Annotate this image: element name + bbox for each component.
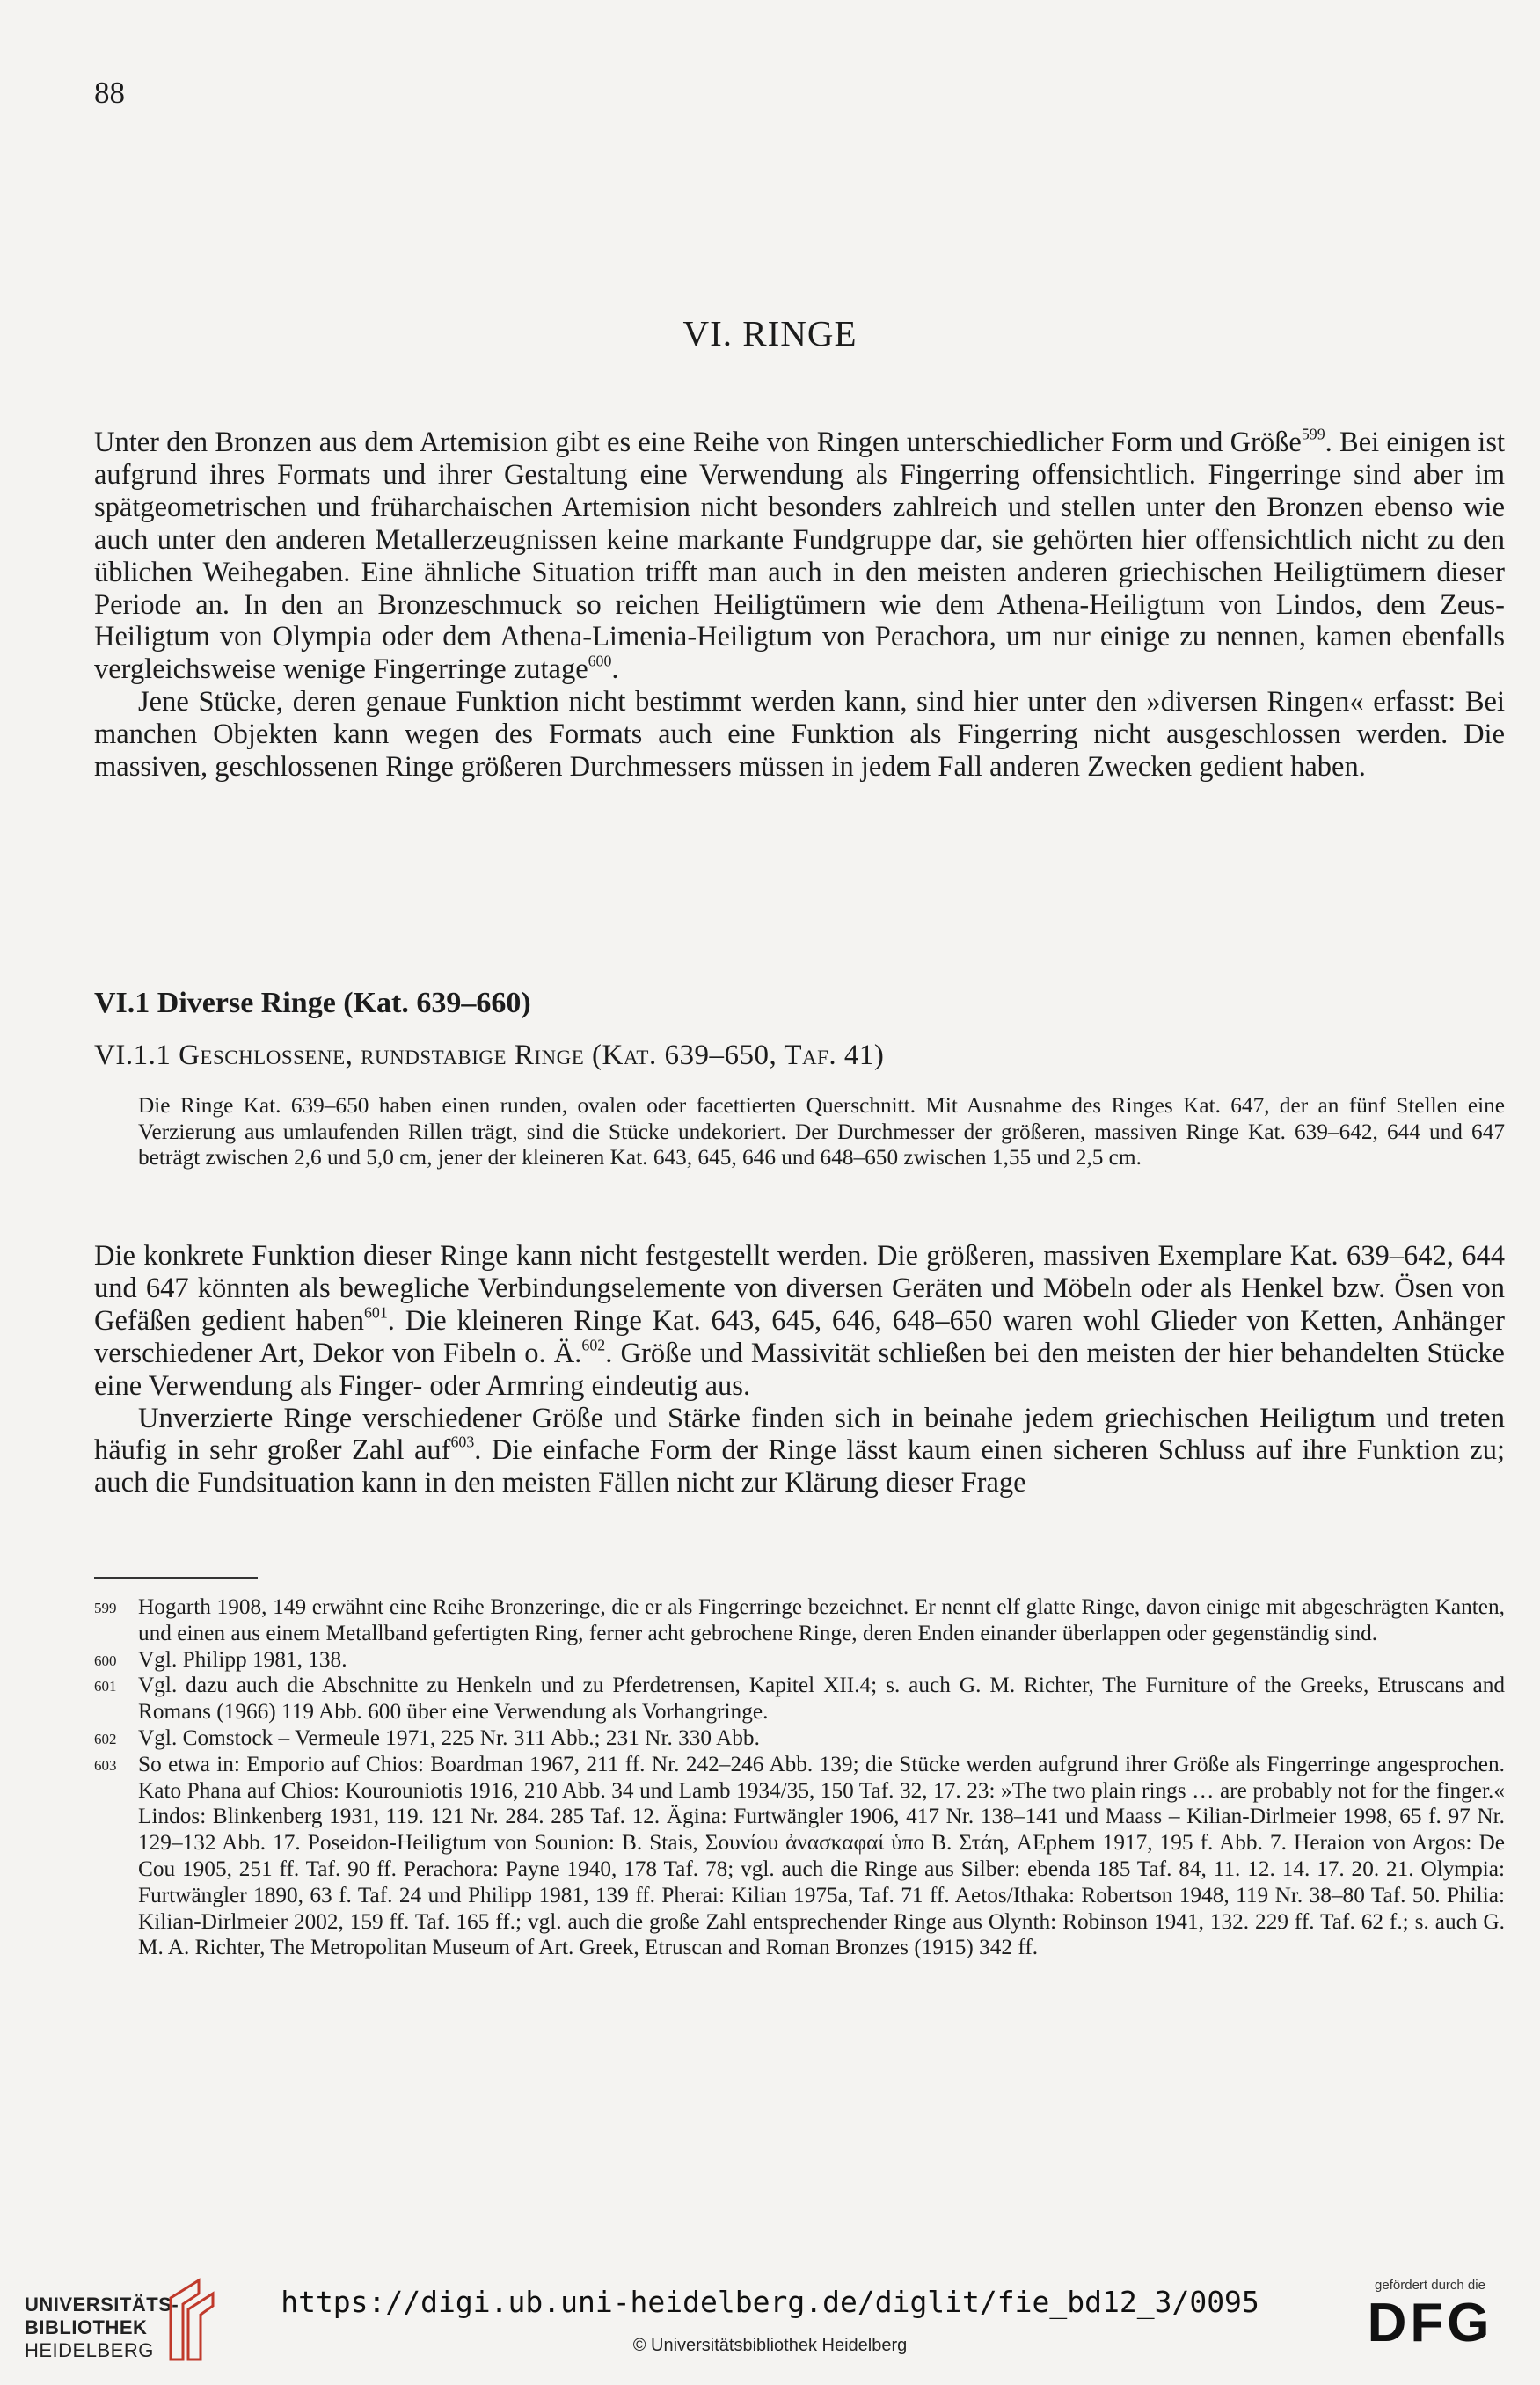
copyright-notice: © Universitätsbibliothek Heidelberg [632, 2336, 908, 2355]
catalogue-note: Die Ringe Kat. 639–650 haben einen runden, ovalen oder facettierten Querschnitt. Mit Ausnahme des Ringes Kat. 647, der an fünf Stellen eine Verzierung aus umlaufenden Rillen trägt, sind die Stücke undekoriert. Der Durchmesser der größeren, massiven Ringe Kat. 639–642, 644 und 647 beträgt zwischen 2,6 und 5,0 cm, jener der kleineren Kat. 643, 645, 646 und 648–650 zwischen 1,55 und 2,5 cm. [138, 1093, 1505, 1171]
intro-text [94, 427, 1505, 784]
footer [0, 2258, 1540, 2385]
section-heading: VI.1 Diverse Ringe (Kat. 639–660) [94, 987, 531, 1019]
footnote-divider [94, 1577, 258, 1579]
intro-paragraph-1: Unter den Bronzen aus dem Artemision gibt es eine Reihe von Ringen unterschiedlicher Form und Größe$^{599}$. Bei einigen ist aufgrund ihres Formats und ihrer Gestaltung eine Verwendung als Fingerring offensichtlich. Fingerringe sind aber im spätgeometrischen und früharchaischen Artemision nicht besonders zahlreich und stellen unter den Bronzen ebenso wie auch unter den anderen Metallerzeugnissen keine markante Fundgruppe dar, sie gehörten hier offensichtlich nicht zu den üblichen Weihegaben. Eine ähnliche Situation trifft man auch in den meisten anderen griechischen Heiligtümern dieser Periode an. In den an Bronzeschmuck so reichen Heiligtümern wie dem Athena-Heiligtum von Lindos, dem Zeus-Heiligtum von Olympia oder dem Athena-Limenia-Heiligtum von Perachora, um nur einige zu nennen, kamen ebenfalls vergleichsweise wenige Fingerringe zutage$^{600}$. [94, 425, 1506, 686]
footnote-603: 603 So etwa in: Emporio auf Chios: Boardman 1967, 211 ff. Nr. 242–246 Abb. 139; die Stücke werden aufgrund ihrer Größe als Fingerringe angesprochen. Kato Phana auf Chios: Kourouniotis 1916, 210 Abb. 34 und Lamb 1934/35, 150 Taf. 32, 17. 23: »The two plain rings … are probably not for the finger.« Lindos: Blinkenberg 1931, 119. 121 Nr. 284. 285 Taf. 12. Ägina: Furtwängler 1906, 417 Nr. 138–141 und Maass – Kilian-Dirlmeier 1998, 65 f. 97 Nr. 129–132 Abb. 17. Poseidon-Heiligtum von Sounion: B. Stais, Σουνίου ἀνασκαφαί ὑπο Β. Στάη, AEphem 1917, 195 f. Abb. 7. Heraion von Argos: De Cou 1905, 251 ff. Taf. 90 ff. Perachora: Payne 1940, 178 Taf. 78; vgl. auch die Ringe aus Silber: ebenda 185 Taf. 84, 11. 12. 14. 17. 20. 21. Olympia: Furtwängler 1890, 63 f. Taf. 24 und Philipp 1981, 139 ff. Pherai: Kilian 1975a, Taf. 71 ff. Aetos/Ithaka: Robertson 1948, 119 Nr. 38–80 Taf. 50. Philia: Kilian-Dirlmeier 2002, 159 ff. Taf. 165 ff.; vgl. auch die große Zahl entsprechender Ringe aus Olynth: Robinson 1941, 132. 229 ff. Taf. 62 f.; s. auch G. M. A. Richter, The Metropolitan Museum of Art. Greek, Etruscan and Roman Bronzes (1915) 342 ff. [94, 1751, 1505, 1960]
page-number: 88 [94, 76, 125, 110]
main-text [94, 1240, 1505, 1499]
footnote-599: 599 Hogarth 1908, 149 erwähnt eine Reihe Bronzeringe, die er als Fingerringe bezeichnet. Er nennt elf glatte Ringe, davon einige mit abgeschrägten Kanten, und einen aus einem Metallband gefertigten Ring, ferner acht gebrochene Ringe, deren Enden einander überlappen oder gegenständig sind. [94, 1594, 1505, 1645]
chapter-title: VI. RINGE [682, 313, 858, 354]
main-paragraph-2: Unverzierte Ringe verschiedener Größe und Stärke finden sich in beinahe jedem griechischen Heiligtum und treten häufig in sehr großer Zahl auf$^{603}$. Die einfache Form der Ringe lässt kaum einen sicheren Schluss auf ihre Funktion zu; auch die Fundsituation kann in den meisten Fällen nicht zur Klärung dieser Frage [94, 1402, 1505, 1499]
footnote-ref-602[interactable]: 602 [581, 1336, 606, 1354]
funded-by-label: gefördert durch die [1375, 2278, 1485, 2293]
dfg-wordmark: DFG [1367, 2293, 1493, 2353]
footnote-ref-599[interactable]: 599 [1301, 425, 1325, 443]
subsection-heading: VI.1.1 Geschlossene, rundstabige Ringe (Kat. 639–650, Taf. 41) [94, 1039, 885, 1071]
footnotes [94, 1594, 1505, 1961]
dfg-logo[interactable] [1347, 2278, 1514, 2354]
main-paragraph-1: Die konkrete Funktion dieser Ringe kann nicht festgestellt werden. Die größeren, massiven Exemplare Kat. 639–642, 644 und 647 könnten als bewegliche Verbindungselemente von diversen Geräten und Möbeln oder als Henkel bzw. Ösen von Gefäßen gedient haben$^{601}$. Die kleineren Ringe Kat. 643, 645, 646, 648–650 waren wohl Glieder von Ketten, Anhänger verschiedener Art, Dekor von Fibeln o. Ä.$^{602}$. Größe und Massivität schließen bei den meisten der hier behandelten Stücke eine Verwendung als Finger- oder Armring eindeutig aus. [94, 1240, 1506, 1402]
source-url-link[interactable]: https://digi.ub.uni-heidelberg.de/diglit/fie_bd12_3/0095 [281, 2285, 1259, 2319]
footnote-602: 602 Vgl. Comstock – Vermeule 1971, 225 Nr. 311 Abb.; 231 Nr. 330 Abb. [94, 1725, 760, 1750]
footnote-ref-600[interactable]: 600 [588, 652, 612, 670]
footnote-ref-601[interactable]: 601 [363, 1303, 388, 1322]
footnote-601: 601 Vgl. dazu auch die Abschnitte zu Henkeln und zu Pferdetrensen, Kapitel XII.4; s. auch G. M. Richter, The Furniture of the Greeks, Etruscans and Romans (1966) 119 Abb. 600 über eine Verwendung als Vorhangringe. [94, 1673, 1505, 1725]
footnote-ref-603[interactable]: 603 [450, 1433, 475, 1452]
university-library-logo[interactable]: UNIVERSITÄTS- BIBLIOTHEK HEIDELBERG [25, 2276, 253, 2373]
intro-paragraph-2: Jene Stücke, deren genaue Funktion nicht bestimmt werden kann, sind hier unter den »diversen Ringen« erfasst: Bei manchen Objekten kann wegen des Formats auch eine Funktion als Fingerring nicht ausgeschlossen werden. Die massiven, geschlossenen Ringe größeren Durchmessers müssen in jedem Fall anderen Zwecken gedient haben. [94, 686, 1505, 784]
footnote-600: 600 Vgl. Philipp 1981, 138. [94, 1646, 347, 1672]
